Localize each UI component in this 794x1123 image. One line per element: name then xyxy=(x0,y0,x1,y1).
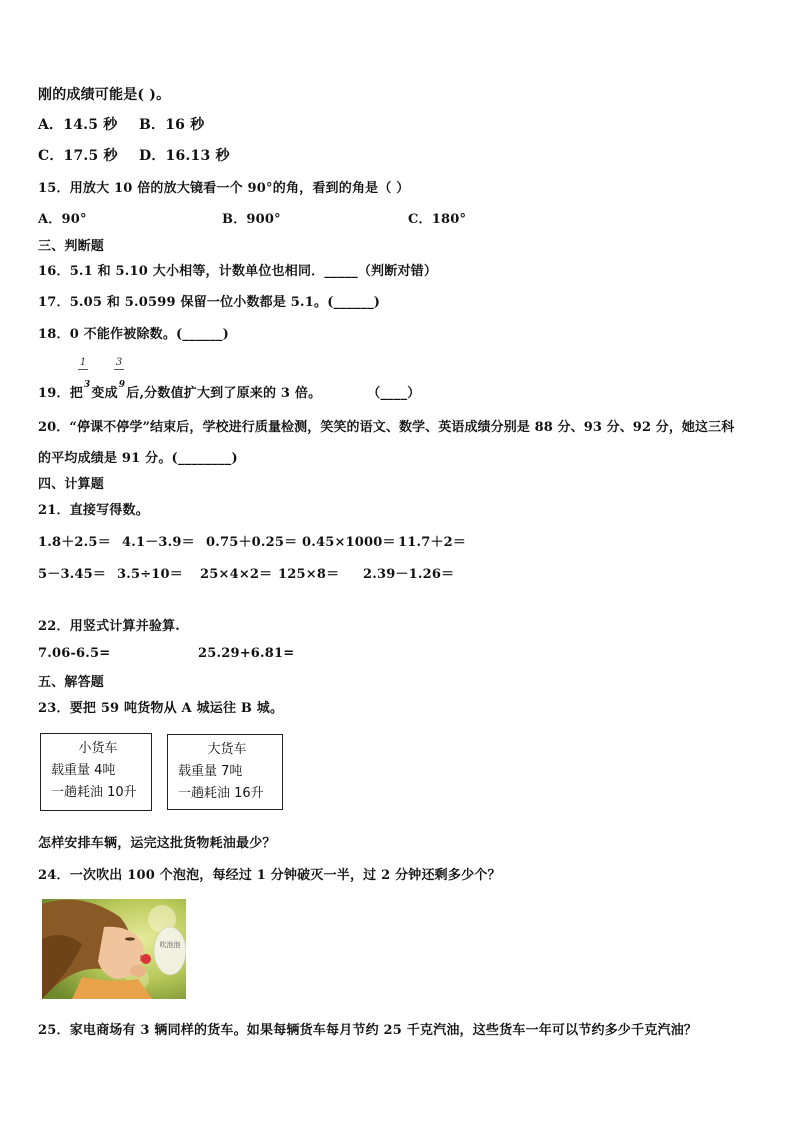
q14-option-c: C．17.5 秒 xyxy=(38,148,118,164)
q19-blank: （____） xyxy=(367,386,421,401)
q19-fraction-1-num: 1 xyxy=(79,357,87,368)
q14-options-row-2 xyxy=(38,145,230,165)
q21-item: 1.8＋2.5＝ xyxy=(38,535,111,550)
q24-question: 24．一次吹出 100 个泡泡，每经过 1 分钟破灭一半，过 2 分钟还剩多少个？ xyxy=(38,868,501,883)
q23-question: 23．要把 59 吨货物从 A 城运往 B 城。 xyxy=(38,701,284,716)
q19-fraction-2 xyxy=(114,357,124,370)
q21-item: 25×4×2＝ xyxy=(200,567,273,582)
q21-item: 11.7＋2＝ xyxy=(398,535,467,550)
q25-question: 25．家电商场有 3 辆同样的货车。如果每辆货车每月节约 25 千克汽油，这些货车一年可以节约多少千克汽油？ xyxy=(38,1023,698,1038)
q17-question: 17．5.05 和 5.0599 保留一位小数都是 5.1。(______) xyxy=(38,295,381,310)
q19-fraction-2-num: 3 xyxy=(115,357,123,368)
q19-fraction-1 xyxy=(78,357,88,370)
q21-row-2 xyxy=(38,563,454,582)
q22-question: 22．用竖式计算并验算. xyxy=(38,619,181,634)
q19-fraction-2-den: 9 xyxy=(118,380,126,390)
small-truck-load: 载重量 4吨 xyxy=(51,763,116,778)
q21-question: 21．直接写得数。 xyxy=(38,503,149,518)
q15-option-b: B．900° xyxy=(222,212,281,227)
q19-text-b: 变成 xyxy=(91,386,118,401)
q21-item: 0.45×1000＝ xyxy=(302,535,396,550)
q16-question: 16．5.1 和 5.10 大小相等，计数单位也相同．_____（判断对错） xyxy=(38,264,438,279)
q21-item: 5－3.45＝ xyxy=(38,567,107,582)
q18-question: 18．0 不能作被除数。(______) xyxy=(38,327,229,342)
bubble-caption: 吹泡泡 xyxy=(159,941,181,949)
q21-item: 4.1－3.9＝ xyxy=(122,535,195,550)
q22-item: 25.29+6.81= xyxy=(198,646,295,661)
q22-items xyxy=(38,646,294,661)
section-3-heading: 三、判断题 xyxy=(38,239,105,254)
q19-text-a: 19．把 xyxy=(38,386,83,401)
big-truck-fuel: 一趟耗油 16升 xyxy=(178,786,264,801)
big-truck-card xyxy=(167,734,283,810)
big-truck-load: 载重量 7吨 xyxy=(178,764,243,779)
q21-item: 2.39－1.26＝ xyxy=(363,567,455,582)
q14-option-d: D．16.13 秒 xyxy=(139,148,230,164)
q15-options xyxy=(38,208,466,227)
q15-option-c: C．180° xyxy=(408,212,467,227)
small-truck-card xyxy=(40,733,152,811)
q22-item: 7.06-6.5= xyxy=(38,646,111,661)
q23-subquestion: 怎样安排车辆，运完这批货物耗油最少？ xyxy=(38,836,276,851)
q14-option-b: B．16 秒 xyxy=(139,117,205,133)
q14-option-a: A．14.5 秒 xyxy=(38,117,118,133)
q20-line-2: 的平均成绩是 91 分。(________) xyxy=(38,451,238,466)
q15-option-a: A．90° xyxy=(38,212,87,227)
section-4-heading: 四、计算题 xyxy=(38,477,105,492)
q14-tail: 刚的成绩可能是( )。 xyxy=(38,87,171,103)
q21-item: 0.75＋0.25＝ xyxy=(206,535,298,550)
q15-question: 15．用放大 10 倍的放大镜看一个 90°的角，看到的角是（ ） xyxy=(38,181,410,196)
bubble-girl-photo xyxy=(42,899,186,999)
q21-row-1 xyxy=(38,531,466,550)
q21-item: 3.5÷10＝ xyxy=(117,567,184,582)
small-truck-title: 小货车 xyxy=(78,741,118,756)
q19-question xyxy=(38,382,420,401)
section-5-heading: 五、解答题 xyxy=(38,675,105,690)
q21-item: 125×8＝ xyxy=(278,567,340,582)
q19-fraction-1-den: 3 xyxy=(83,380,91,390)
bubble-girl-illustration xyxy=(42,899,186,999)
big-truck-title: 大货车 xyxy=(207,742,247,757)
q19-text-c: 后,分数值扩大到了原来的 3 倍。 xyxy=(126,386,322,401)
small-truck-fuel: 一趟耗油 10升 xyxy=(51,785,137,800)
q20-line-1: 20．“停课不停学”结束后，学校进行质量检测，笑笑的语文、数学、英语成绩分别是 88 分、93 分、92 分，她这三科 xyxy=(38,420,735,435)
q14-options-row-1 xyxy=(38,114,204,134)
